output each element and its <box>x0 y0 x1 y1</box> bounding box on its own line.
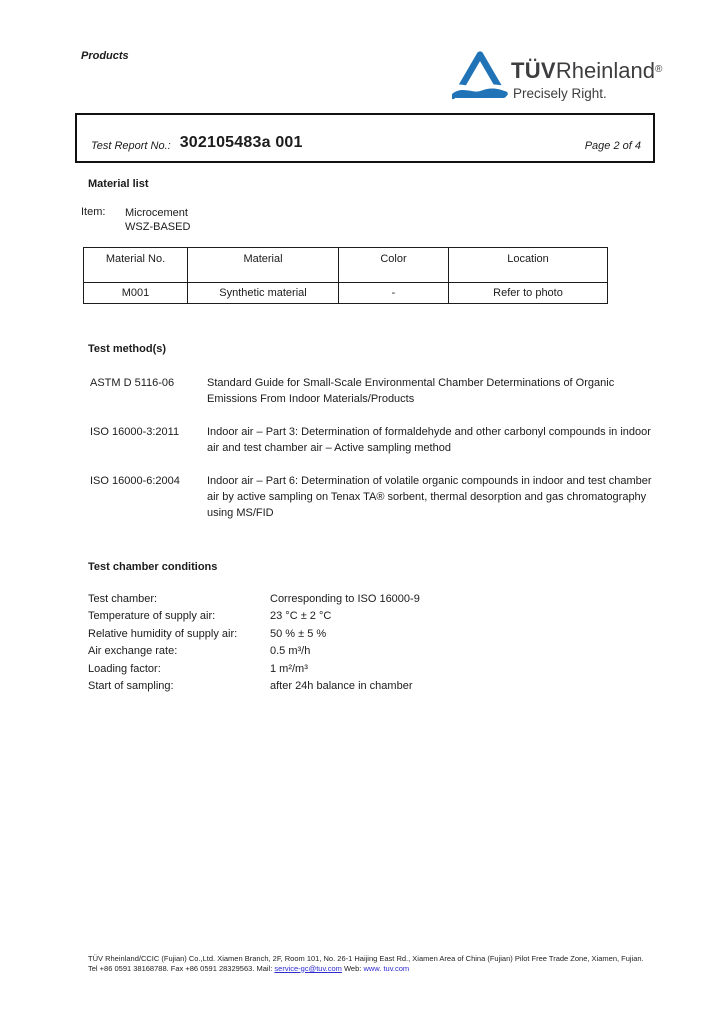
cell-color: - <box>339 283 449 304</box>
brand-bold: TÜV <box>511 58 556 83</box>
condition-label: Temperature of supply air: <box>88 610 216 623</box>
cell-location: Refer to photo <box>449 283 608 304</box>
footer-web-label: Web: <box>341 963 364 973</box>
method-code: ASTM D 5116-06 <box>90 377 175 389</box>
test-methods-list <box>90 375 665 538</box>
condition-label: Air exchange rate: <box>88 645 178 658</box>
table-row <box>84 283 608 304</box>
item-base: WSZ-BASED <box>125 221 191 233</box>
method-code: ISO 16000-6:2004 <box>90 475 180 487</box>
list-item <box>90 473 665 521</box>
condition-value: 1 m²/m³ <box>270 662 308 675</box>
chamber-conditions-list <box>88 593 420 697</box>
condition-value: after 24h balance in chamber <box>270 679 413 692</box>
email-link[interactable]: service-gc@tuv.com <box>274 963 342 973</box>
method-description: Standard Guide for Small-Scale Environmental Chamber Determinations of Organic Emissions From Indoor Materials/Products <box>207 377 615 405</box>
chamber-conditions-title: Test chamber conditions <box>88 561 218 573</box>
condition-label: Start of sampling: <box>88 679 174 692</box>
condition-label: Relative humidity of supply air: <box>88 627 238 640</box>
method-code: ISO 16000-3:2011 <box>90 426 180 438</box>
tuv-triangle-logo-icon <box>452 48 508 106</box>
list-item <box>88 628 420 645</box>
list-item <box>88 645 420 662</box>
condition-value: 23 °C ± 2 °C <box>270 610 332 623</box>
tuv-brand-wordmark <box>511 58 662 84</box>
website-link[interactable]: www. tuv.com <box>363 963 410 973</box>
test-methods-title: Test method(s) <box>88 343 167 355</box>
list-item <box>88 663 420 680</box>
col-header-location: Location <box>449 248 608 283</box>
footer-address-line: TÜV Rheinland/CCIC (Fujian) Co.,Ltd. Xiamen Branch, 2F, Room 101, No. 26-1 Haijing East Rd., Xiamen Area of China (Fujian) Pilot Free Trade Zone, Xiamen, Fujian. <box>88 954 644 963</box>
footer-contact-line <box>88 964 648 974</box>
list-item <box>88 593 420 610</box>
list-item <box>90 424 665 456</box>
method-description: Indoor air – Part 3: Determination of formaldehyde and other carbonyl compounds in indoor air and test chamber air – Active sampling method <box>207 426 651 454</box>
report-number-box <box>75 113 655 163</box>
report-number: 302105483a 001 <box>179 134 303 151</box>
col-header-color: Color <box>339 248 449 283</box>
brand-regular: Rheinland <box>555 58 655 83</box>
method-description: Indoor air – Part 6: Determination of volatile organic compounds in indoor and test chamber air by active sampling on Tenax TA® sorbent, thermal desorption and gas chromatography using MS/FID <box>207 475 652 519</box>
cell-material: Synthetic material <box>188 283 339 304</box>
cell-material-no: M001 <box>84 283 188 304</box>
condition-label: Test chamber: <box>88 593 158 605</box>
material-list-title: Material list <box>88 178 149 190</box>
brand-tagline: Precisely Right. <box>513 86 607 101</box>
col-header-material-no: Material No. <box>84 248 188 283</box>
col-header-material: Material <box>188 248 339 283</box>
report-no-label: Test Report No.: <box>91 140 171 152</box>
item-label: Item: <box>81 206 106 218</box>
item-name: Microcement <box>125 207 188 219</box>
condition-label: Loading factor: <box>88 662 161 675</box>
list-item <box>88 610 420 627</box>
material-table-header-row <box>84 248 608 283</box>
list-item <box>90 375 665 407</box>
list-item <box>88 680 420 697</box>
doc-type-label: Products <box>81 50 129 62</box>
item-row <box>81 206 190 234</box>
material-table <box>83 247 608 304</box>
condition-value: 50 % ± 5 % <box>270 627 327 640</box>
footer <box>88 954 648 973</box>
condition-value: 0.5 m³/h <box>270 645 311 658</box>
item-value <box>125 206 190 234</box>
page-indicator: Page 2 of 4 <box>584 140 641 152</box>
footer-tel-fax: Tel +86 0591 38168788. Fax +86 0591 28329563. Mail: <box>88 963 275 973</box>
registered-mark: ® <box>654 64 663 75</box>
condition-value: Corresponding to ISO 16000-9 <box>270 593 420 605</box>
